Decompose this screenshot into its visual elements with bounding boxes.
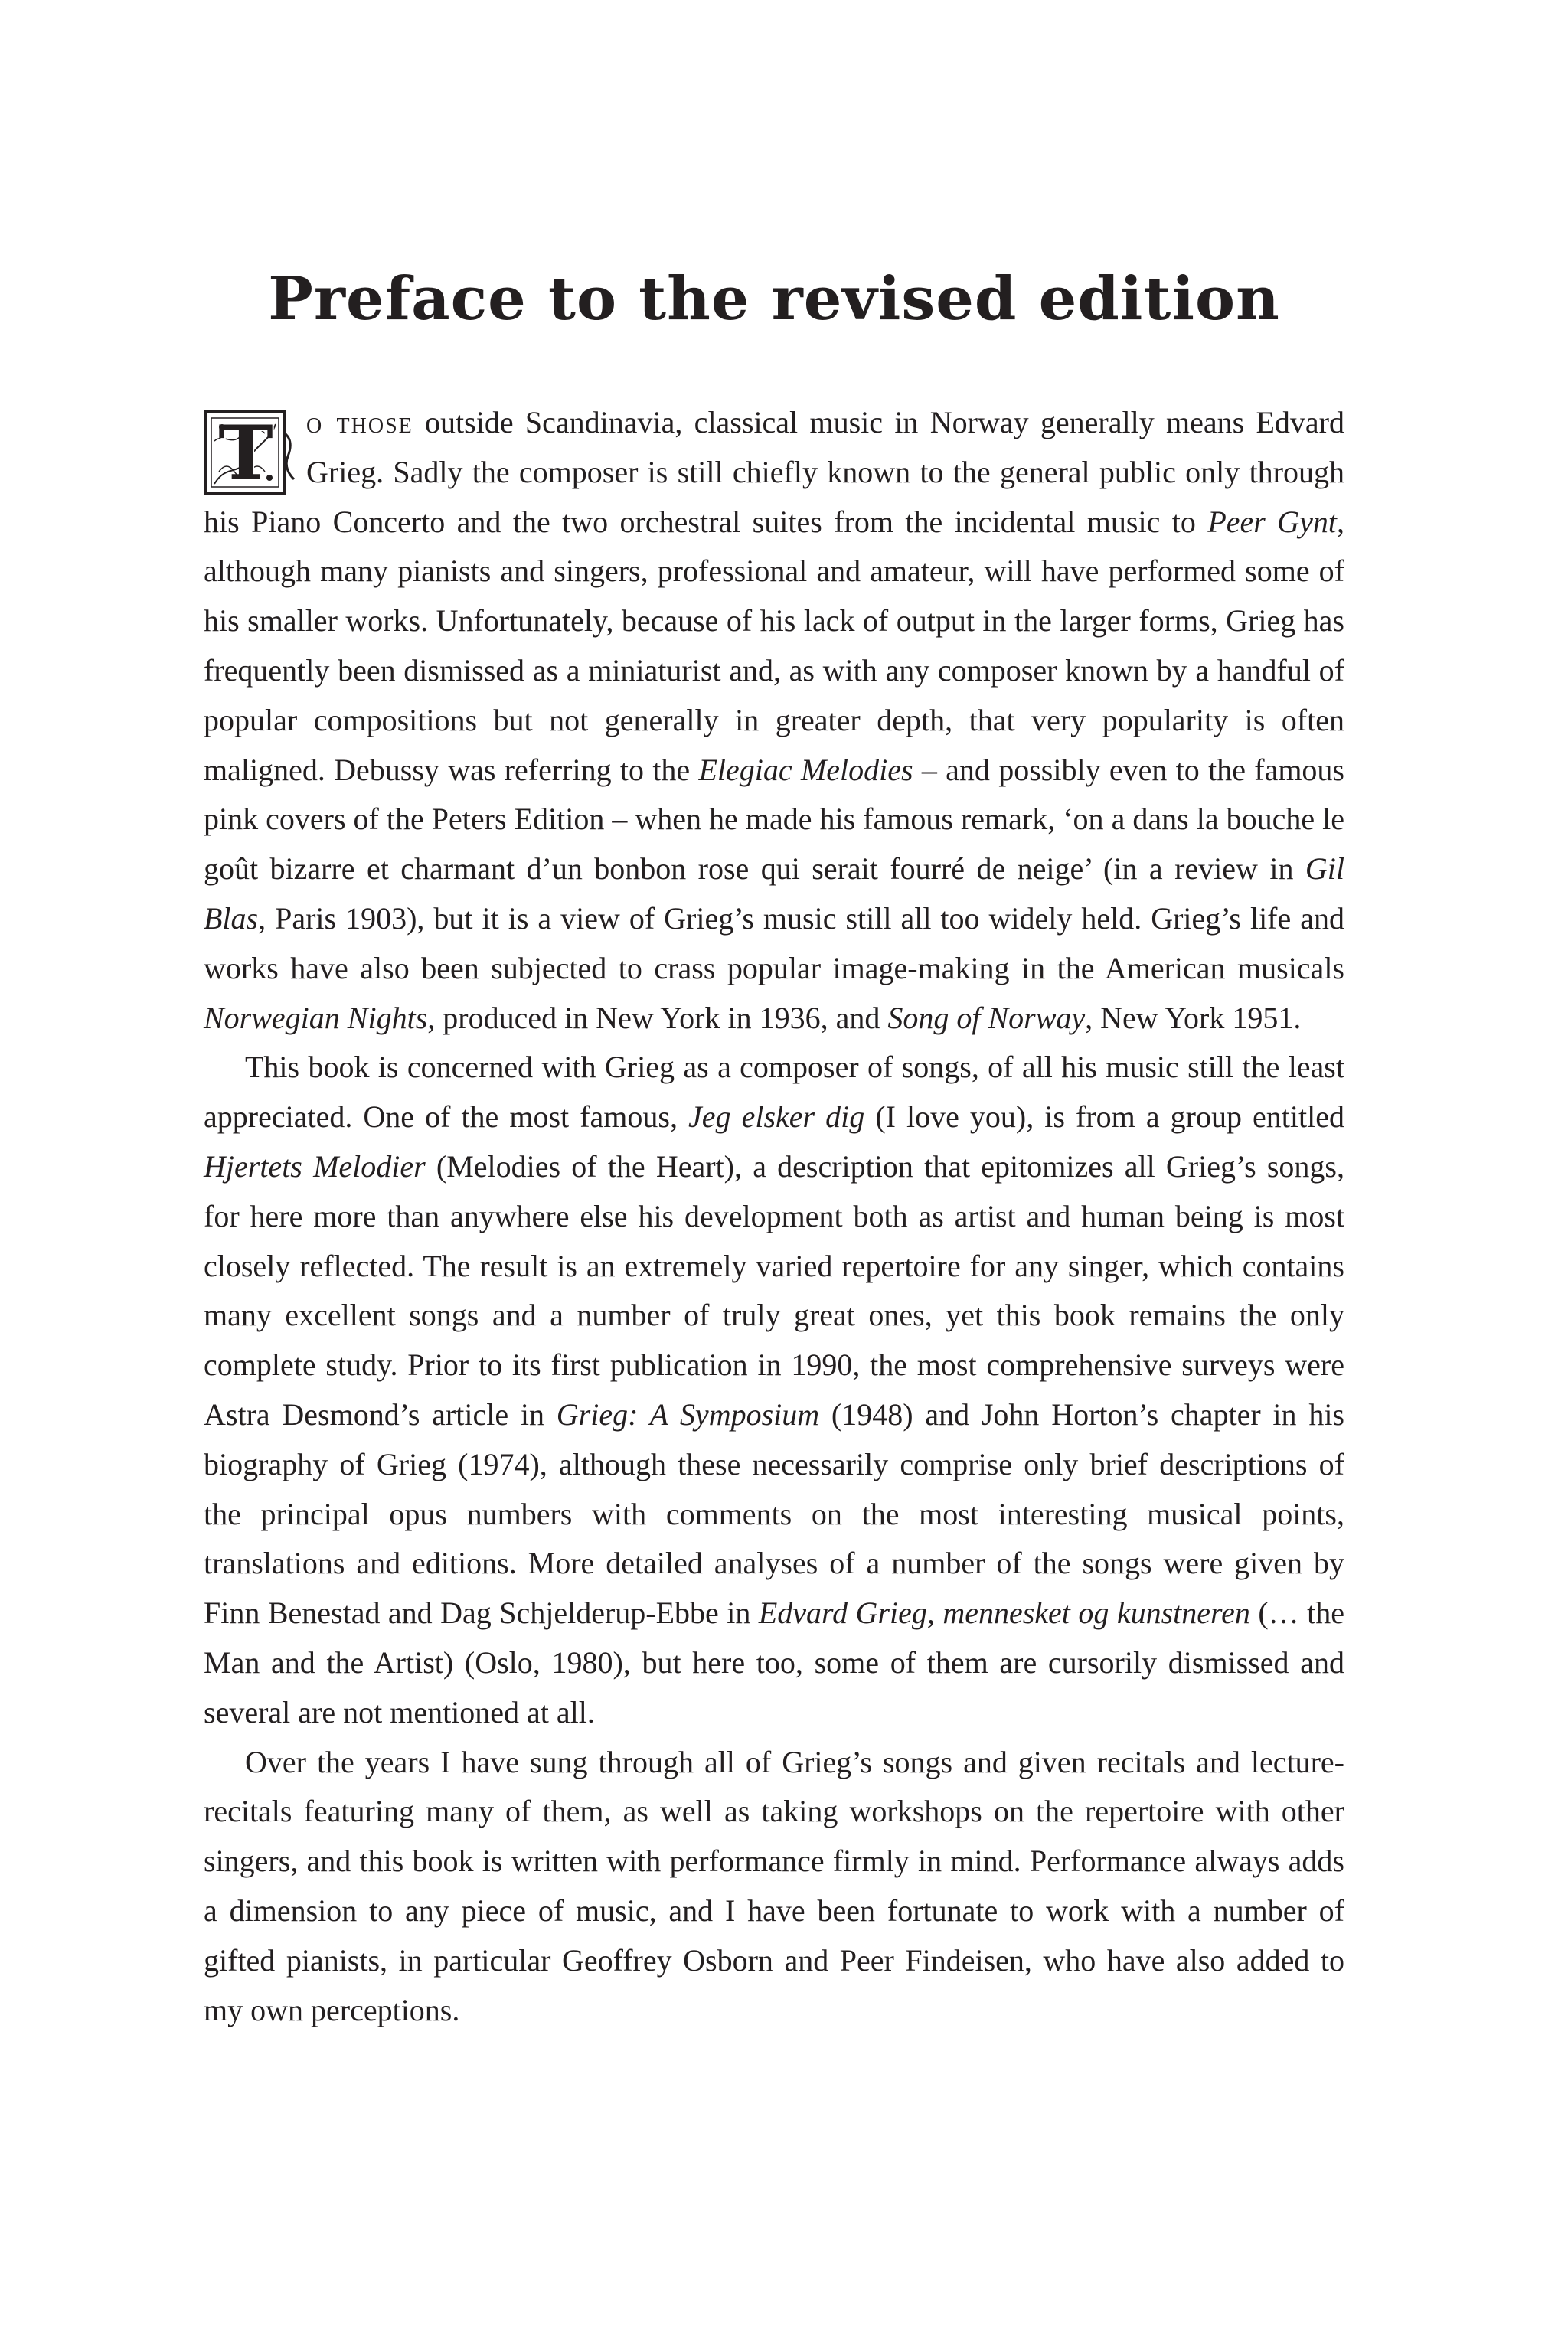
text-run: This book is concerned with Grieg as a composer of songs, of all his music still the least appreciated. One of the most famous, <box>204 1050 1344 1135</box>
book-page <box>204 0 1344 2342</box>
italic-title: Norwegian Nights <box>204 1000 428 1035</box>
italic-title: Gil Blas <box>204 851 1344 936</box>
text-run: (… the Man and the Artist) (Oslo, 1980), but here too, some of them are cursorily dismissed and several are not mentioned at all. <box>204 1596 1344 1730</box>
text-run: (1948) and John Horton’s chapter in his biography of Grieg (1974), although these necessarily comprise only brief descriptions of the principal opus numbers with comments on the most interesting musical points, translations and editions. More detailed analyses of a number of the songs were given by Finn Benestad and Dag Schjelderup-Ebbe in <box>204 1396 1344 1631</box>
italic-title: Peer Gynt <box>1207 504 1337 539</box>
body-text <box>204 398 1344 2035</box>
chapter-heading: Preface to the revised edition <box>268 264 1280 334</box>
text-run: outside Scandinavia, classical music in Norway generally means Edvard Grieg. Sadly the composer is still chiefly known to the general public only through his Piano Concerto and the two orchestral suites from the incidental music to <box>204 405 1344 539</box>
text-run: , Paris 1903), but it is a view of Grieg’s music still all too widely held. Grieg’s life and works have also been subjected to crass popular image-making in the American musicals <box>204 900 1344 985</box>
text-run: , New York 1951. <box>1085 1000 1302 1035</box>
italic-title: Song of Norway <box>887 1000 1086 1035</box>
text-run: (Melodies of the Heart), a description that epitomizes all Grieg’s songs, for here more than anywhere else his development both as artist and human being is most closely reflected. The result is an extremely varied repertoire for any singer, which contains many excellent songs and a number of truly great ones, yet this book remains the only complete study. Prior to its first publication in 1990, the most comprehensive surveys were Astra Desmond’s article in <box>204 1148 1344 1432</box>
text-run: (I love you), is from a group entitled <box>864 1099 1344 1135</box>
italic-title: Jeg elsker dig <box>688 1099 865 1135</box>
italic-title: Elegiac Melodies <box>698 752 913 787</box>
italic-title: Hjertets Melodier <box>204 1148 426 1184</box>
italic-title: Grieg: A Symposium <box>556 1396 820 1432</box>
paragraph-3 <box>204 1738 1344 2036</box>
text-run: Over the years I have sung through all of Grieg’s songs and given recitals and lecture-recitals featuring many of them, as well as taking workshops on the repertoire with other singers, and this book is written with performance firmly in mind. Performance always adds a dimension to any piece of music, and I have been fortunate to work with a number of gifted pianists, in particular Geoffrey Osborn and Peer Findeisen, who have also added to my own perceptions. <box>204 1744 1344 2027</box>
lead-in-smallcaps: o those <box>306 405 413 439</box>
text-run: , although many pianists and singers, professional and amateur, will have performed some of his smaller works. Unfortunately, because of his lack of output in the larger forms, Grieg has frequently been dismissed as a miniaturist and, as with any composer known by a handful of popular compositions but not generally in greater depth, that very popularity is often maligned. Debussy was referring to the <box>204 504 1344 787</box>
paragraph-2 <box>204 1043 1344 1737</box>
text-run: – and possibly even to the famous pink covers of the Peters Edition – when he made his famous remark, ‘on a dans la bouche le goût bizarre et charmant d’un bonbon rose qui serait fourré de neige’ (in a review in <box>204 752 1344 887</box>
italic-title: Edvard Grieg, mennesket og kunstneren <box>758 1596 1250 1631</box>
dropcap-letter: T <box>218 410 273 496</box>
paragraph-1 <box>204 398 1344 1043</box>
text-run: , produced in New York in 1936, and <box>427 1000 888 1035</box>
dropcap-initial <box>204 410 297 496</box>
